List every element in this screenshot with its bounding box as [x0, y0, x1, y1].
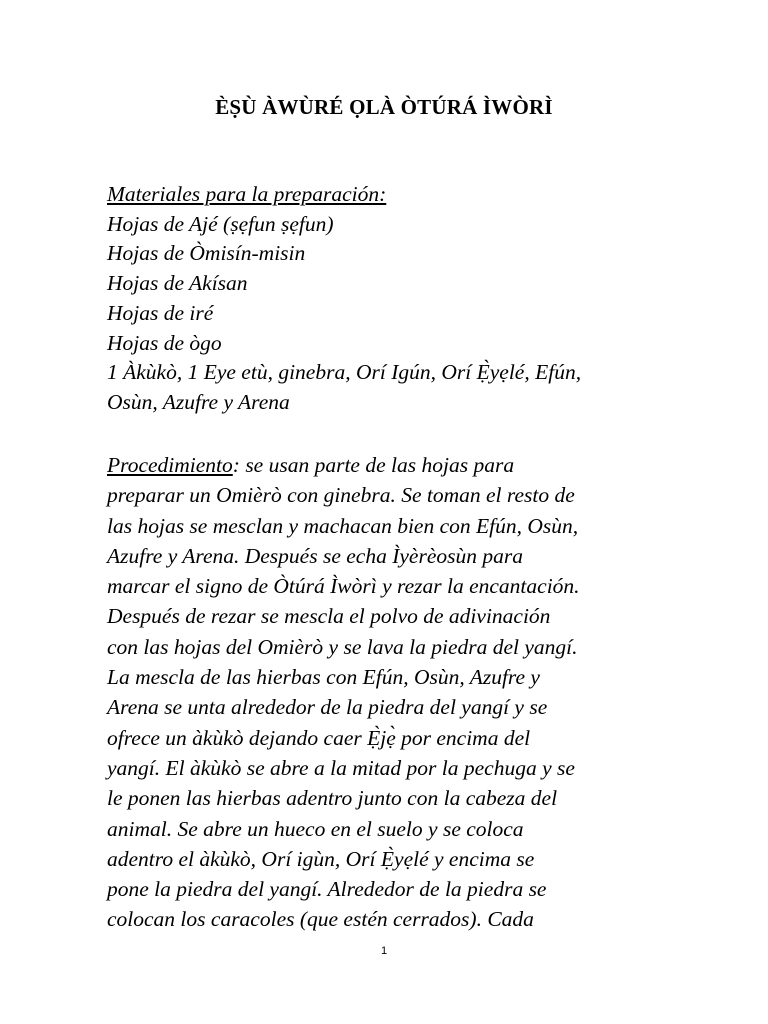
- materials-item: Hojas de ògo: [107, 330, 222, 355]
- procedure-first-line: [107, 450, 707, 480]
- procedure-section: [107, 450, 707, 935]
- materials-item: Hojas de iré: [107, 300, 214, 325]
- page-number: 1: [380, 945, 388, 957]
- procedure-line: marcar el signo de Òtúrá Ìwòrì y rezar la encantación.: [107, 574, 580, 599]
- procedure-line: colocan los caracoles (que estén cerrados). Cada: [107, 907, 534, 932]
- procedure-line: pone la piedra del yangí. Alrededor de la piedra se: [107, 877, 547, 902]
- procedure-line: animal. Se abre un hueco en el suelo y se coloca: [107, 816, 524, 841]
- document-title: ÈṢÙ ÀWÙRÉ ỌLÀ ÒTÚRÁ ÌWÒRÌ: [215, 95, 553, 119]
- procedure-line: Azufre y Arena. Después se echa Ìyèrèosùn para: [107, 543, 523, 568]
- materials-section: [107, 180, 707, 418]
- procedure-first-line-text: : se usan parte de las hojas para: [232, 453, 515, 477]
- procedure-line: Arena se unta alrededor de la piedra del yangí y se: [107, 695, 548, 720]
- materials-item: Osùn, Azufre y Arena: [107, 389, 290, 414]
- materials-heading: Materiales para la preparación:: [107, 182, 387, 206]
- procedure-line: le ponen las hierbas adentro junto con la cabeza del: [107, 786, 558, 811]
- procedure-line: Después de rezar se mescla el polvo de adivinación: [107, 604, 551, 629]
- materials-item: 1 Àkùkò, 1 Eye etù, ginebra, Orí Igún, Orí Ẹ̀yẹlé, Efún,: [107, 360, 582, 385]
- procedure-line: con las hojas del Omièrò y se lava la piedra del yangí.: [107, 634, 578, 659]
- materials-item: Hojas de Òmisín-misin: [107, 241, 306, 266]
- procedure-line: preparar un Omièrò con ginebra. Se toman el resto de: [107, 483, 575, 508]
- procedure-line: las hojas se mesclan y machacan bien con Efún, Osùn,: [107, 513, 579, 538]
- procedure-line: ofrece un àkùkò dejando caer Ẹ̀jẹ̀ por encima del: [107, 725, 531, 750]
- materials-item: Hojas de Akísan: [107, 271, 248, 296]
- procedure-heading: Procedimiento: [107, 453, 233, 477]
- materials-item: Hojas de Ajé (ṣẹfun ṣẹfun): [107, 211, 334, 236]
- procedure-line: La mescla de las hierbas con Efún, Osùn, Azufre y: [107, 665, 540, 690]
- procedure-line: yangí. El àkùkò se abre a la mitad por la pechuga y se: [107, 755, 575, 780]
- procedure-line: adentro el àkùkò, Orí igùn, Orí Ẹ̀yẹlé y encima se: [107, 846, 535, 871]
